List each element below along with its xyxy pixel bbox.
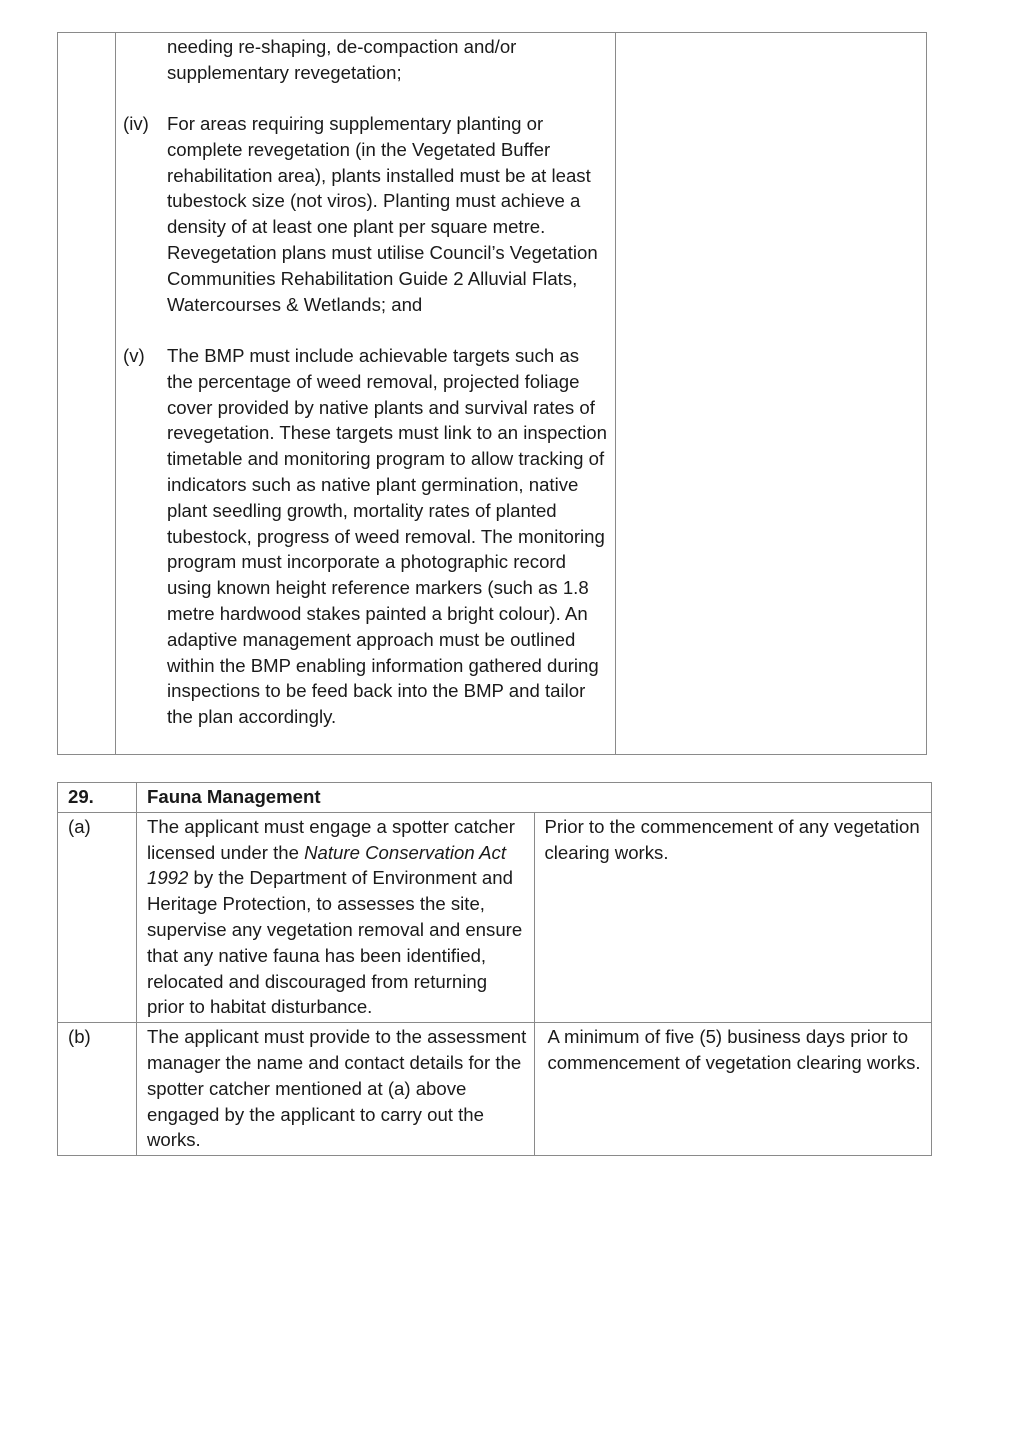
row-text-part: The applicant must engage a spotter catcher licensed under the — [147, 815, 515, 863]
table-row — [58, 1023, 932, 1156]
row-timing: Prior to the commencement of any vegetation clearing works. — [534, 812, 932, 1022]
table-row — [58, 783, 932, 813]
row-text-part: by the Department of Environment and Heritage Protection, to assesses the site, supervise any vegetation removal and ensure that any native fauna has been identified, relocated and discouraged from returning prior to habitat disturbance. — [147, 867, 523, 1018]
item-iv-text: For areas requiring supplementary planting or complete revegetation (in the Vegetated Buffer rehabilitation area), plants installed must be at least tubestock size (not viros). Planting must achieve a density of at least one plant per square metre. Revegetation plans must utilise Council’s Vegetation Communities Rehabilitation Guide 2 Alluvial Flats, Watercourses & Wetlands; and — [167, 113, 598, 315]
condition-heading: Fauna Management — [137, 783, 932, 813]
fauna-management-table — [57, 782, 932, 1156]
number-column-cell — [58, 33, 116, 755]
item-v-number: (v) — [123, 345, 145, 366]
item-v — [123, 343, 607, 730]
row-label: (b) — [58, 1023, 137, 1156]
row-text: The applicant must provide to the assessment manager the name and contact details for the spotter catcher mentioned at (a) above engaged by the applicant to carry out the works. — [137, 1023, 535, 1156]
timing-column-cell — [616, 33, 927, 755]
item-iv — [123, 111, 607, 317]
item-iv-number: (iv) — [123, 113, 149, 134]
row-text — [137, 812, 535, 1022]
item-v-text: The BMP must include achievable targets such as the percentage of weed removal, projected foliage cover provided by native plants and survival rates of revegetation. These targets must link to an inspection timetable and monitoring program to allow tracking of indicators such as native plant germination, native plant seedling growth, mortality rates of planted tubestock, progress of weed removal. The monitoring program must incorporate a photographic record using known height reference markers (such as 1.8 metre hardwood stakes painted a bright colour). An adaptive management approach must be outlined within the BMP enabling information gathered during inspections to be feed back into the BMP and tailor the plan accordingly. — [167, 345, 607, 728]
intro-continued-text: needing re-shaping, de-compaction and/or supplementary revegetation; — [167, 36, 517, 83]
row-timing: A minimum of five (5) business days prior to commencement of vegetation clearing works. — [534, 1023, 932, 1156]
condition-number: 29. — [58, 783, 137, 813]
row-label: (a) — [58, 812, 137, 1022]
act-name: Nature Conservation Act 1992 — [147, 841, 506, 889]
table-row — [58, 812, 932, 1022]
